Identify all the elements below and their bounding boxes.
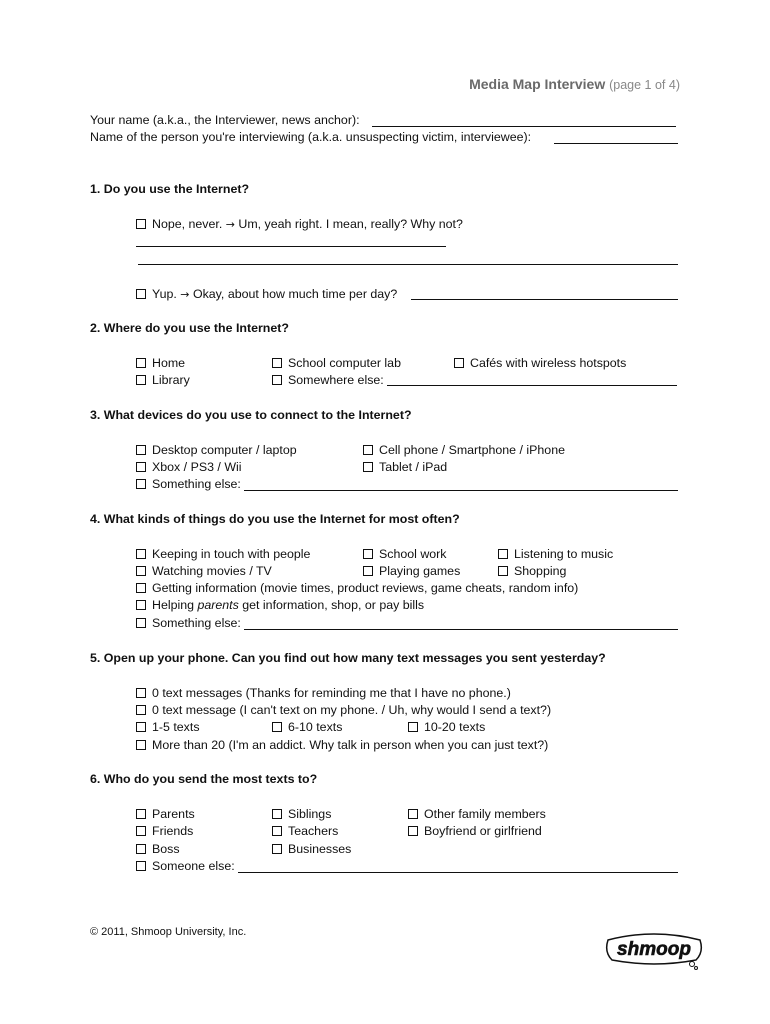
- q2-option-library[interactable]: Library: [136, 373, 190, 388]
- q1-why-not-line-1[interactable]: [136, 246, 446, 247]
- q4-option-school[interactable]: School work: [363, 547, 447, 562]
- checkbox-icon[interactable]: [272, 358, 282, 368]
- checkbox-icon[interactable]: [136, 844, 146, 854]
- checkbox-icon[interactable]: [136, 375, 146, 385]
- checkbox-icon[interactable]: [272, 809, 282, 819]
- checkbox-icon[interactable]: [363, 566, 373, 576]
- checkbox-icon[interactable]: [363, 549, 373, 559]
- question-5-title: 5. Open up your phone. Can you find out how many text messages you sent yesterday?: [90, 651, 606, 665]
- checkbox-icon[interactable]: [136, 740, 146, 750]
- checkbox-icon[interactable]: [136, 566, 146, 576]
- q2-option-else[interactable]: Somewhere else:: [272, 373, 384, 388]
- q4-else-field[interactable]: [244, 629, 678, 630]
- checkbox-icon[interactable]: [498, 566, 508, 576]
- question-4-title: 4. What kinds of things do you use the Internet for most often?: [90, 512, 460, 526]
- checkbox-icon[interactable]: [136, 600, 146, 610]
- interviewee-name-label: Name of the person you're interviewing (a.k.a. unsuspecting victim, interviewee):: [90, 130, 532, 144]
- q1-why-not-line-2[interactable]: [138, 264, 678, 265]
- shmoop-logo: [604, 930, 704, 970]
- checkbox-icon[interactable]: [272, 722, 282, 732]
- checkbox-icon[interactable]: [136, 618, 146, 628]
- q6-else-field[interactable]: [238, 872, 678, 873]
- q2-option-cafes[interactable]: Cafés with wireless hotspots: [454, 356, 626, 371]
- q5-option-more[interactable]: More than 20 (I'm an addict. Why talk in person when you can just text?): [136, 738, 548, 753]
- q5-option-zero-b[interactable]: 0 text message (I can't text on my phone. / Uh, why would I send a text?): [136, 703, 551, 718]
- q1-option-no[interactable]: Nope, never. → Um, yeah right. I mean, really? Why not?: [136, 217, 463, 232]
- question-6-title: 6. Who do you send the most texts to?: [90, 772, 318, 786]
- q3-option-desktop[interactable]: Desktop computer / laptop: [136, 443, 297, 458]
- q4-option-shopping[interactable]: Shopping: [498, 564, 566, 579]
- q6-option-family[interactable]: Other family members: [408, 807, 546, 822]
- checkbox-icon[interactable]: [363, 445, 373, 455]
- q6-option-partner[interactable]: Boyfriend or girlfriend: [408, 824, 542, 839]
- arrow-right-icon: →: [225, 218, 235, 231]
- checkbox-icon[interactable]: [136, 861, 146, 871]
- q4-option-movies[interactable]: Watching movies / TV: [136, 564, 272, 579]
- checkbox-icon[interactable]: [136, 688, 146, 698]
- q5-option-6-10[interactable]: 6-10 texts: [272, 720, 342, 735]
- q4-option-music[interactable]: Listening to music: [498, 547, 613, 562]
- q2-else-field[interactable]: [387, 385, 677, 386]
- checkbox-icon[interactable]: [136, 462, 146, 472]
- q2-option-lab[interactable]: School computer lab: [272, 356, 401, 371]
- q4-option-games[interactable]: Playing games: [363, 564, 460, 579]
- checkbox-icon[interactable]: [408, 722, 418, 732]
- q6-option-businesses[interactable]: Businesses: [272, 842, 351, 857]
- q3-option-xbox[interactable]: Xbox / PS3 / Wii: [136, 460, 242, 475]
- q4-option-parents[interactable]: Helping parents get information, shop, or pay bills: [136, 598, 424, 613]
- q4-option-else[interactable]: Something else:: [136, 616, 241, 631]
- checkbox-icon[interactable]: [136, 219, 146, 229]
- checkbox-icon[interactable]: [136, 809, 146, 819]
- q2-option-home[interactable]: Home: [136, 356, 185, 371]
- q5-option-zero-a[interactable]: 0 text messages (Thanks for reminding me that I have no phone.): [136, 686, 511, 701]
- q6-option-siblings[interactable]: Siblings: [272, 807, 331, 822]
- q6-option-boss[interactable]: Boss: [136, 842, 180, 857]
- q3-option-else[interactable]: Something else:: [136, 477, 241, 492]
- q3-option-tablet[interactable]: Tablet / iPad: [363, 460, 447, 475]
- checkbox-icon[interactable]: [363, 462, 373, 472]
- interviewer-name-label: Your name (a.k.a., the Interviewer, news anchor):: [90, 113, 360, 127]
- q4-option-info[interactable]: Getting information (movie times, product reviews, game cheats, random info): [136, 581, 578, 596]
- checkbox-icon[interactable]: [136, 445, 146, 455]
- q6-option-else[interactable]: Someone else:: [136, 859, 235, 874]
- q6-option-teachers[interactable]: Teachers: [272, 824, 338, 839]
- footer-copyright: © 2011, Shmoop University, Inc.: [90, 926, 247, 938]
- q5-option-10-20[interactable]: 10-20 texts: [408, 720, 485, 735]
- checkbox-icon[interactable]: [136, 289, 146, 299]
- arrow-right-icon: →: [180, 288, 190, 301]
- q3-else-field[interactable]: [244, 490, 678, 491]
- interviewee-name-field[interactable]: [554, 143, 678, 144]
- checkbox-icon[interactable]: [408, 809, 418, 819]
- q6-option-friends[interactable]: Friends: [136, 824, 193, 839]
- checkbox-icon[interactable]: [272, 375, 282, 385]
- page-header: [469, 76, 680, 92]
- question-3-title: 3. What devices do you use to connect to the Internet?: [90, 408, 412, 422]
- checkbox-icon[interactable]: [498, 549, 508, 559]
- q1-option-yes[interactable]: Yup. → Okay, about how much time per day?: [136, 287, 397, 302]
- checkbox-icon[interactable]: [136, 722, 146, 732]
- q6-option-parents[interactable]: Parents: [136, 807, 195, 822]
- question-1-title: 1. Do you use the Internet?: [90, 182, 250, 196]
- q3-option-cell[interactable]: Cell phone / Smartphone / iPhone: [363, 443, 565, 458]
- q5-option-1-5[interactable]: 1-5 texts: [136, 720, 200, 735]
- checkbox-icon[interactable]: [272, 826, 282, 836]
- q1-time-per-day-field[interactable]: [411, 299, 678, 300]
- checkbox-icon[interactable]: [136, 583, 146, 593]
- checkbox-icon[interactable]: [136, 549, 146, 559]
- page-title: Media Map Interview: [469, 76, 606, 92]
- checkbox-icon[interactable]: [272, 844, 282, 854]
- checkbox-icon[interactable]: [136, 705, 146, 715]
- checkbox-icon[interactable]: [136, 826, 146, 836]
- page-number: (page 1 of 4): [609, 78, 680, 92]
- question-2-title: 2. Where do you use the Internet?: [90, 321, 289, 335]
- interviewer-name-field[interactable]: [372, 126, 676, 127]
- checkbox-icon[interactable]: [454, 358, 464, 368]
- svg-text:shmoop: shmoop: [617, 939, 691, 960]
- checkbox-icon[interactable]: [136, 479, 146, 489]
- checkbox-icon[interactable]: [136, 358, 146, 368]
- q4-option-touch[interactable]: Keeping in touch with people: [136, 547, 310, 562]
- checkbox-icon[interactable]: [408, 826, 418, 836]
